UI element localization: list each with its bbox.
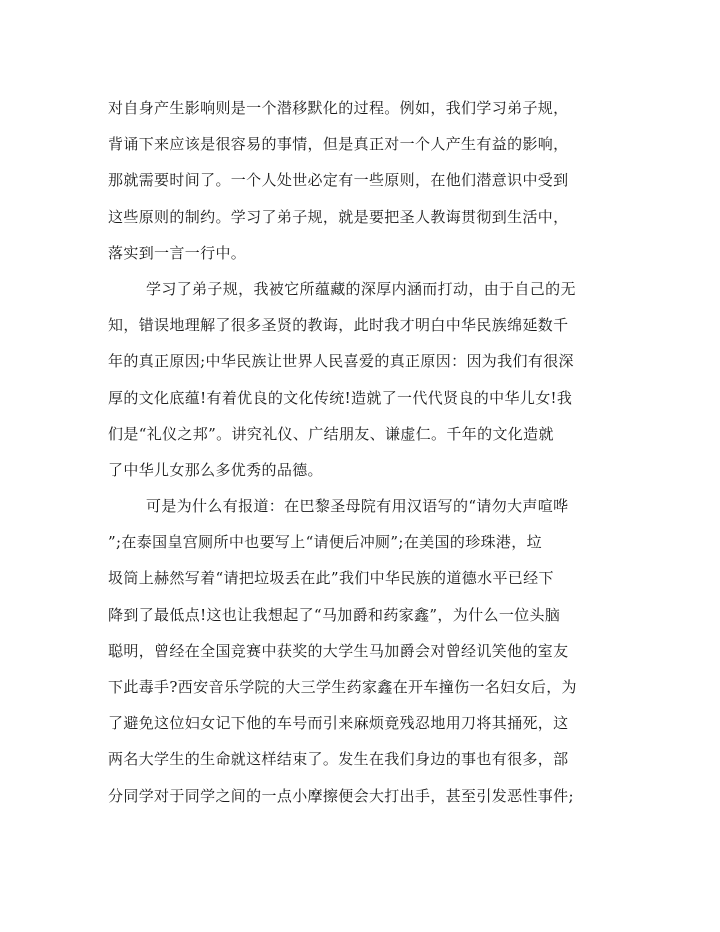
text-line: 聪明，曾经在全国竞赛中获奖的大学生马加爵会对曾经讥笑他的室友 xyxy=(108,641,569,660)
text-line: 那就需要时间了。一个人处世必定有一些原则，在他们潜意识中受到 xyxy=(108,171,569,190)
text-line: 知，错误地理解了很多圣贤的教诲，此时我才明白中华民族绵延数千 xyxy=(108,316,569,335)
text-line: 了中华儿女那么多优秀的品德。 xyxy=(108,460,323,479)
paragraph-1 xyxy=(108,90,620,271)
text-line: 年的真正原因;中华民族让世界人民喜爱的真正原因：因为我们有很深 xyxy=(108,352,574,371)
text-line: 们是“礼仪之邦”。讲究礼仪、广结朋友、谦虚仁。千年的文化造就 xyxy=(108,424,554,443)
text-line: ”;在泰国皇宫厕所中也要写上“请便后冲厕”;在美国的珍珠港，垃 xyxy=(108,533,542,552)
text-line: 厚的文化底蕴!有着优良的文化传统!造就了一代代贤良的中华儿女!我 xyxy=(108,388,573,407)
text-line: 两名大学生的生命就这样结束了。发生在我们身边的事也有很多，部 xyxy=(108,750,569,769)
text-line: 了避免这位妇女记下他的车号而引来麻烦竟残忍地用刀将其捅死，这 xyxy=(108,714,569,733)
text-line: 学习了弟子规，我被它所蕴藏的深厚内涵而打动，由于自己的无 xyxy=(146,279,576,298)
text-line: 背诵下来应该是很容易的事情，但是真正对一个人产生有益的影响， xyxy=(108,135,569,154)
text-line: 落实到一言一行中。 xyxy=(108,243,247,262)
text-line: 下此毒手?西安音乐学院的大三学生药家鑫在开车撞伤一名妇女后，为 xyxy=(108,678,577,696)
paragraph-2 xyxy=(108,271,620,488)
body-text xyxy=(108,90,620,814)
text-line: 对自身产生影响则是一个潜移默化的过程。例如，我们学习弟子规， xyxy=(108,99,569,117)
text-line: 分同学对于同学之间的一点小摩擦便会大打出手，甚至引发恶性事件; xyxy=(108,786,574,805)
text-line: 圾筒上赫然写着“请把垃圾丢在此”我们中华民族的道德水平已经下 xyxy=(108,569,554,588)
text-line: 可是为什么有报道：在巴黎圣母院有用汉语写的“请勿大声喧哗 xyxy=(146,497,569,516)
text-line: 这些原则的制约。学习了弟子规，就是要把圣人教诲贯彻到生活中， xyxy=(108,207,569,226)
text-line: 降到了最低点!这也让我想起了“马加爵和药家鑫”，为什么一位头脑 xyxy=(108,605,561,624)
paragraph-3 xyxy=(108,488,620,814)
